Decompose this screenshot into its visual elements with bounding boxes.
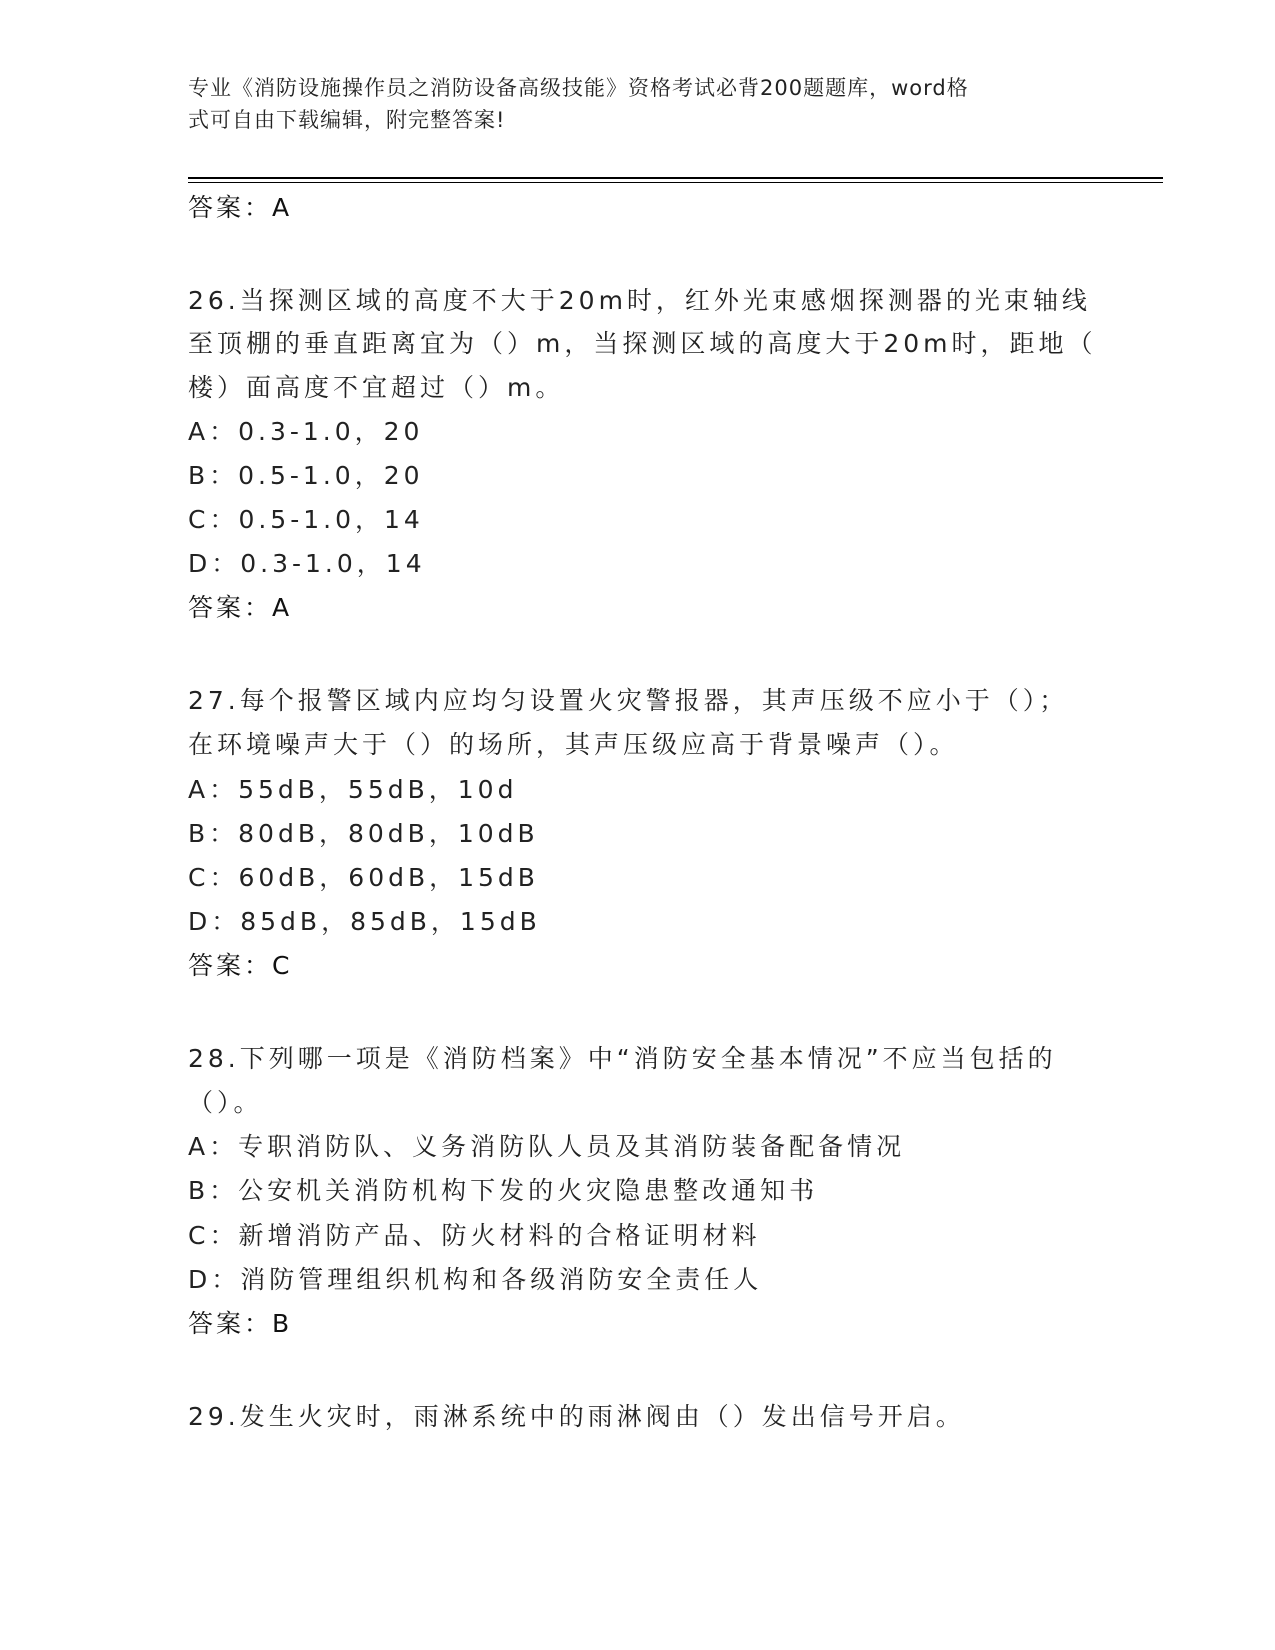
question-28-option-d: D：消防管理组织机构和各级消防安全责任人	[188, 1265, 763, 1294]
question-26-option-a: A：0.3-1.0，20	[188, 417, 424, 446]
header-line-1: 专业《消防设施操作员之消防设备高级技能》资格考试必背200题题库，word格	[188, 76, 969, 100]
question-26-answer: 答案：A	[188, 593, 293, 622]
question-26-option-b: B：0.5-1.0，20	[188, 461, 424, 490]
question-28-answer: 答案：B	[188, 1309, 293, 1338]
question-28-text-line-2: （）。	[188, 1088, 263, 1117]
document-header	[188, 72, 1068, 136]
question-27-text-line-2: 在环境噪声大于（）的场所，其声压级应高于背景噪声（）。	[188, 730, 959, 759]
question-28-text-line-1: 28.下列哪一项是《消防档案》中“消防安全基本情况”不应当包括的	[188, 1044, 1057, 1073]
question-27-option-c: C：60dB，60dB，15dB	[188, 863, 539, 892]
question-28-option-a: A：专职消防队、义务消防队人员及其消防装备配备情况	[188, 1132, 906, 1161]
header-divider-thick	[188, 177, 1163, 179]
header-divider-thin	[188, 182, 1163, 183]
question-26-option-d: D：0.3-1.0，14	[188, 549, 426, 578]
question-27-option-b: B：80dB，80dB，10dB	[188, 819, 539, 848]
question-27-option-a: A：55dB，55dB，10d	[188, 775, 518, 804]
question-26-text-line-2: 至顶棚的垂直距离宜为（）m，当探测区域的高度大于20m时，距地（	[188, 329, 1097, 358]
question-27-answer: 答案：C	[188, 951, 293, 980]
header-line-2: 式可自由下载编辑，附完整答案!	[188, 108, 506, 132]
question-27-option-d: D：85dB，85dB，15dB	[188, 907, 541, 936]
question-28-option-b: B：公安机关消防机构下发的火灾隐患整改通知书	[188, 1176, 819, 1205]
previous-answer: 答案：A	[188, 193, 293, 222]
question-29-text-line-1: 29.发生火灾时，雨淋系统中的雨淋阀由（）发出信号开启。	[188, 1402, 965, 1431]
question-28-option-c: C：新增消防产品、防火材料的合格证明材料	[188, 1221, 761, 1250]
question-27-text-line-1: 27.每个报警区域内应均匀设置火灾警报器，其声压级不应小于（）；	[188, 686, 1069, 715]
question-26-option-c: C：0.5-1.0，14	[188, 505, 424, 534]
question-26-text-line-1: 26.当探测区域的高度不大于20m时，红外光束感烟探测器的光束轴线	[188, 286, 1091, 315]
question-26-text-line-3: 楼）面高度不宜超过（）m。	[188, 373, 565, 402]
